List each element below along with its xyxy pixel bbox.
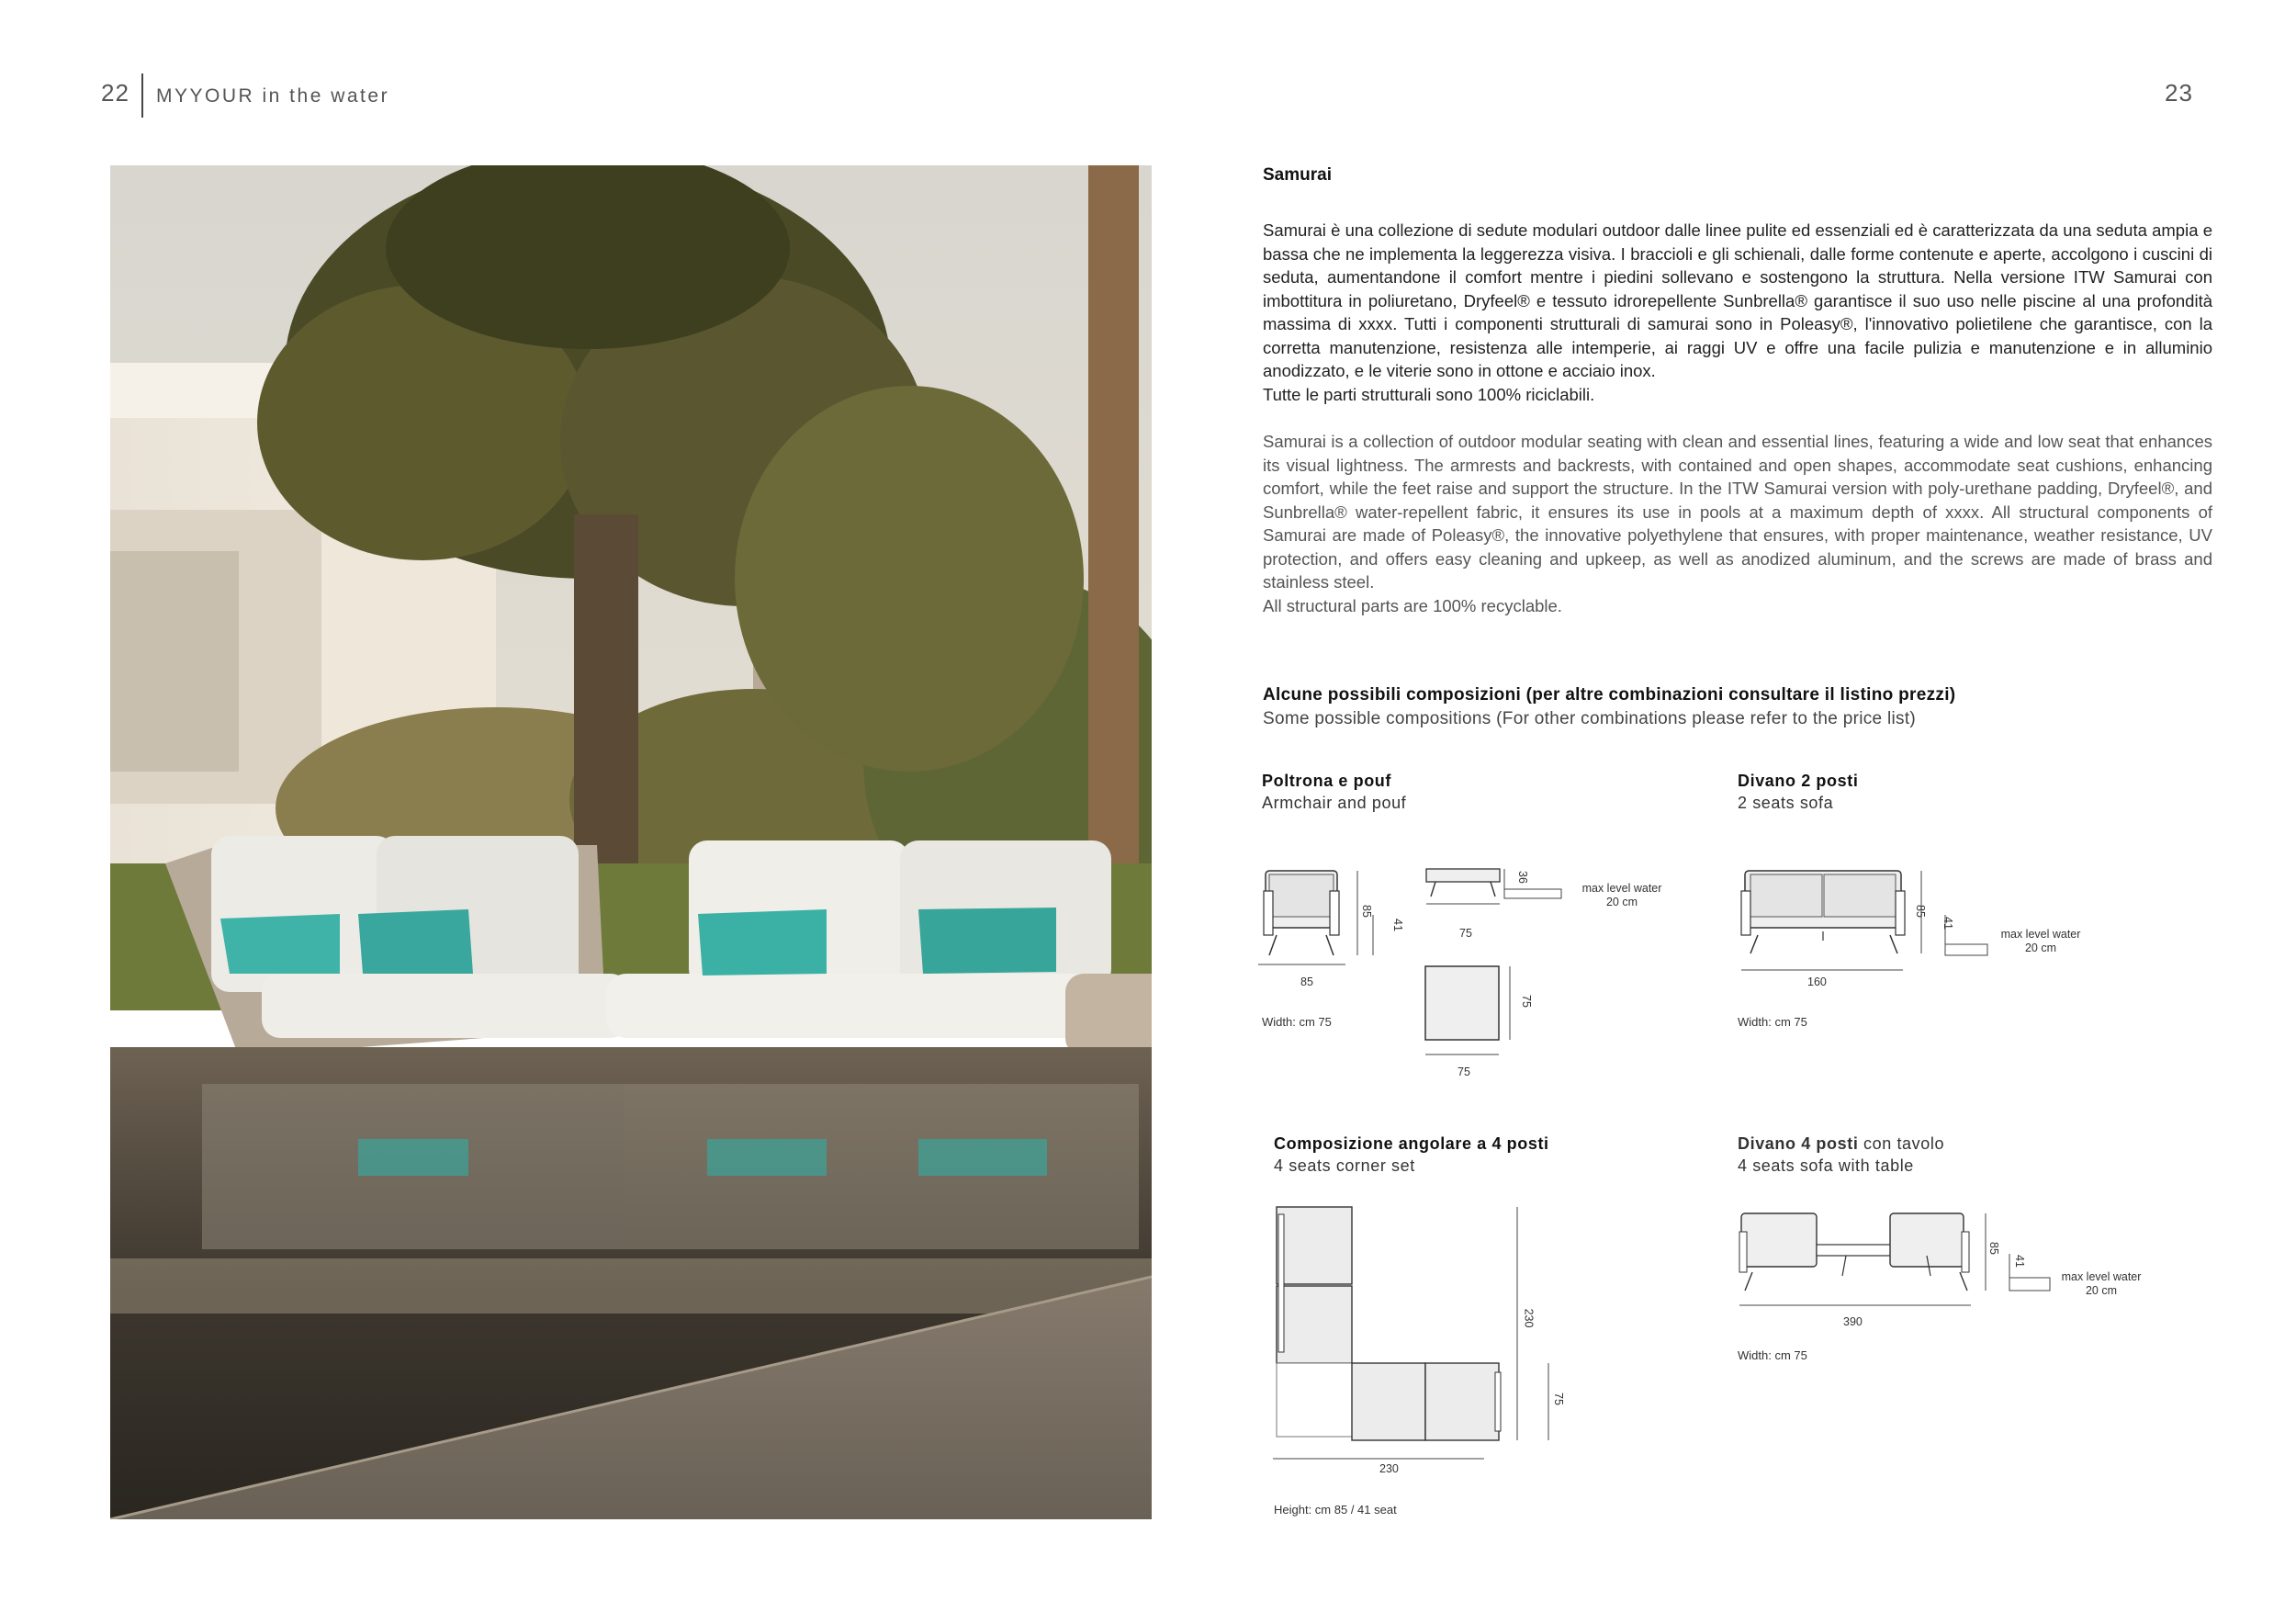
pouf-top-drawing (1422, 963, 1532, 1064)
sofa4-title-rest: con tavolo (1858, 1134, 1945, 1153)
sofa2-width-dim: 160 (1807, 976, 1827, 988)
sofa4-seat-dim: 41 (2012, 1255, 2026, 1268)
left-page-number: 22 (101, 79, 129, 107)
pouf-side-drawing (1422, 863, 1569, 937)
sofa2-drawing (1738, 863, 2133, 983)
armchair-water-level: max level water 20 cm (1581, 882, 1662, 908)
description-english (1263, 430, 2212, 617)
armchair-width-dim: 85 (1300, 976, 1313, 988)
pouf-width-dim: 75 (1459, 927, 1472, 940)
armchair-height-dim: 85 (1359, 905, 1373, 918)
pouf-top-depth-dim: 75 (1519, 995, 1533, 1008)
corner-module-dim: 75 (1551, 1393, 1565, 1405)
corner-note: Height: cm 85 / 41 seat (1274, 1503, 1397, 1517)
corner-subtitle: 4 seats corner set (1274, 1156, 1415, 1175)
sofa2-title: Divano 2 posti (1738, 772, 1859, 790)
description-italian (1263, 219, 2212, 406)
corner-drawing (1267, 1201, 1570, 1468)
description-italian-tail: Tutte le parti strutturali sono 100% riciclabili. (1263, 384, 1595, 404)
pouf-top-width-dim: 75 (1458, 1066, 1470, 1078)
right-page-number: 23 (2165, 79, 2193, 107)
compositions-title: Alcune possibili composizioni (per altre combinazioni consultare il listino prezzi) (1263, 685, 1956, 705)
sofa4-note: Width: cm 75 (1738, 1348, 1807, 1362)
sofa2-water-level: max level water 20 cm (2000, 928, 2081, 954)
sofa4-height-dim: 85 (1986, 1242, 2000, 1255)
pouf-height-dim: 36 (1515, 871, 1529, 884)
description-english-tail: All structural parts are 100% recyclable. (1263, 595, 1562, 615)
corner-title: Composizione angolare a 4 posti (1274, 1134, 1549, 1153)
armchair-note: Width: cm 75 (1262, 1015, 1332, 1029)
sofa4-subtitle: 4 seats sofa with table (1738, 1156, 1914, 1175)
corner-width-dim: 230 (1379, 1462, 1399, 1475)
sofa4-title-bold: Divano 4 posti (1738, 1134, 1859, 1153)
sofa4-width-dim: 390 (1843, 1315, 1863, 1328)
sofa2-subtitle: 2 seats sofa (1738, 794, 1834, 812)
sofa2-seat-dim: 41 (1941, 917, 1954, 930)
description-english-text: Samurai is a collection of outdoor modular seating with clean and essential lines, featuring a wide and low seat that enhances its visual lightness. The armrests and backrests, with contained and open shapes, accommodate seat cushions, enhancing comfort, while the feet raise and support the structure. In the ITW Samurai version with poly-urethane padding, Dryfeel®, and Sunbrella® water-repellent fabric, it ensures its use in pools at a maximum depth of xxxx. All structural components of Samurai are made of Poleasy®, the innovative polyethylene that ensures, with proper maintenance, weather resistance, UV protection, and offers easy cleaning and upkeep, as well as anodized aluminum, and the screws are made of brass and stainless steel. (1263, 432, 2212, 592)
armchair-seat-dim: 41 (1390, 919, 1404, 931)
sofa2-height-dim: 85 (1913, 905, 1927, 918)
sofa4-water-level: max level water 20 cm (2061, 1270, 2142, 1297)
corner-depth-dim: 230 (1522, 1308, 1536, 1328)
sofa2-note: Width: cm 75 (1738, 1015, 1807, 1029)
sofa4-title (1738, 1134, 1944, 1154)
samurai-pool-photo (110, 165, 1152, 1519)
product-title: Samurai (1263, 165, 1332, 185)
left-page-title: MYYOUR in the water (156, 85, 390, 107)
photo-illustration (110, 165, 1152, 1519)
sofa4-drawing (1736, 1208, 2122, 1318)
compositions-subtitle: Some possible compositions (For other combinations please refer to the price list) (1263, 709, 1917, 728)
armchair-title: Poltrona e pouf (1262, 772, 1391, 790)
header-separator (141, 73, 143, 118)
armchair-subtitle: Armchair and pouf (1262, 794, 1407, 812)
description-italian-text: Samurai è una collezione di sedute modulari outdoor dalle linee pulite ed essenziali ed è caratterizzata da una seduta ampia e bassa che ne implementa la leggerezza visiva. I braccioli e gli schienali, dalle forme contenute e aperte, accolgono i cuscini di seduta, aumentandone il comfort mentre i piedini sollevano e sostengono la struttura. Nella versione ITW Samurai con imbottitura in poliuretano, Dryfeel® e tessuto idrorepellente Sunbrella® garantisce il suo uso nelle piscine al una profondità massima di xxxx. Tutti i componenti strutturali di samurai sono in Poleasy®, l'innovativo polietilene che garantisce, con la corretta manutenzione, resistenza alle intemperie, ai raggi UV e offre una facile pulizia e manutenzione e in alluminio anodizzato, e le viterie sono in ottone e acciaio inox. (1263, 220, 2212, 380)
